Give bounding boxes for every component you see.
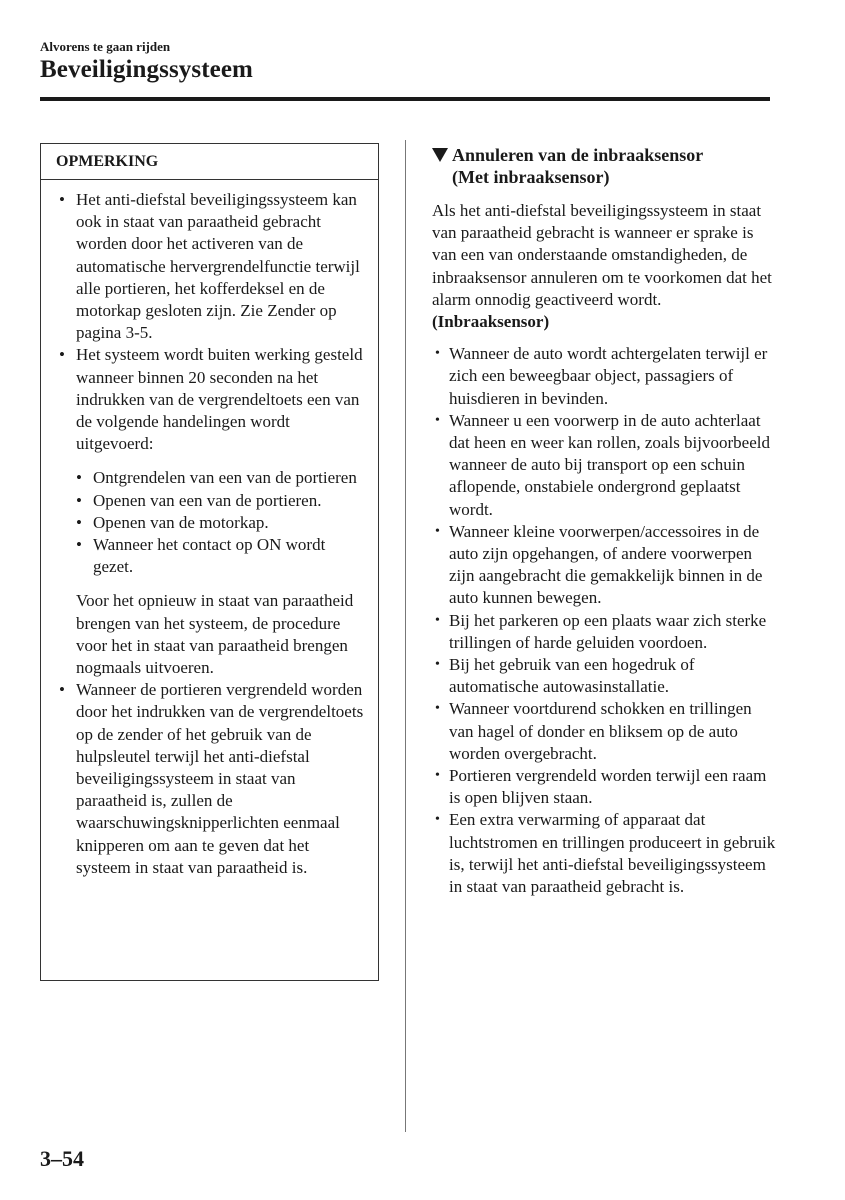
list-item — [432, 610, 777, 654]
triangle-marker-icon — [432, 148, 448, 162]
section-heading — [432, 144, 777, 188]
page-number: 3–54 — [40, 1146, 84, 1171]
bullet: • — [435, 612, 440, 628]
note-heading: OPMERKING — [41, 144, 378, 180]
bullet: • — [435, 523, 440, 539]
note-sub-item-text: Ontgrendelen van een van de portieren — [93, 468, 357, 488]
subheading: (Inbraaksensor) — [432, 312, 550, 332]
bullet: • — [435, 812, 440, 828]
list-item-text: Bij het parkeren op een plaats waar zich sterke trillingen of harde geluiden voordoen. — [449, 610, 767, 652]
note-sub-item — [76, 467, 368, 489]
bullet: • — [435, 701, 440, 717]
note-item-text: Het systeem wordt buiten werking gesteld wanneer binnen 20 seconden na het indrukken van de vergrendeltoets een van de volgende handelingen wordt uitgevoerd: — [76, 345, 363, 454]
list-item-text: Wanneer kleine voorwerpen/accessoires in de auto zijn opgehangen, of andere voorwerpen zijn aangebracht die gemakkelijk binnen in de auto kunnen bewegen. — [449, 521, 763, 608]
note-sub-item-text: Wanneer het contact op ON wordt gezet. — [93, 535, 326, 577]
note-item — [59, 344, 368, 578]
list-item-text: Bij het gebruik van een hogedruk of automatische autowasinstallatie. — [449, 655, 695, 697]
note-item — [59, 679, 368, 879]
bullet: • — [435, 657, 440, 673]
note-paragraph: Voor het opnieuw in staat van paraatheid brengen van het systeem, de procedure voor het in staat van paraatheid brengen nogmaals uitvoeren. — [76, 591, 354, 678]
right-column — [432, 144, 777, 898]
list-item-text: Wanneer u een voorwerp in de auto achterlaat dat heen en weer kan rollen, zoals bijvoorbeeld wanneer de auto bij transport op een schuin aflopende, onstabiele ondergrond geplaatst wordt. — [449, 410, 770, 519]
note-body — [41, 180, 378, 879]
bullet: • — [59, 680, 65, 700]
bullet: • — [435, 346, 440, 362]
list-item — [432, 521, 777, 610]
list-item — [432, 765, 777, 809]
section-title-line: Annuleren van de inbraaksensor — [452, 145, 704, 165]
bullet: • — [76, 512, 82, 532]
section-header: Alvorens te gaan rijden — [40, 39, 171, 54]
list-item — [432, 698, 777, 765]
note-sub-item — [76, 490, 368, 512]
header-rule — [40, 97, 770, 101]
note-sub-item — [76, 534, 368, 578]
note-sub-item-text: Openen van de motorkap. — [93, 512, 269, 532]
list-item — [432, 809, 777, 898]
note-item-text: Wanneer de portieren vergrendeld worden door het indrukken van de vergrendeltoets op de zender of het gebruik van de hulpsleutel terwijl het anti-diefstal beveiligingssysteem in staat van paraatheid is, zullen de waarschuwingsknipperlichten eenmaal knipperen om aan te geven dat het systeem in staat van paraatheid is. — [76, 680, 364, 877]
condition-list — [432, 343, 777, 898]
list-item-text: Wanneer de auto wordt achtergelaten terwijl er zich een beweegbaar object, passagiers of huisdieren in bevinden. — [449, 344, 768, 408]
section-title-line: (Met inbraaksensor) — [452, 167, 610, 187]
note-sub-item-text: Openen van een van de portieren. — [93, 490, 322, 510]
intro-paragraph: Als het anti-diefstal beveiligingssysteem in staat van paraatheid gebracht is wanneer er sprake is van een van onderstaande omstandigheden, de inbraaksensor annuleren om te voorkomen dat het alarm onnodig geactiveerd wordt. — [432, 201, 772, 309]
list-item-text: Wanneer voortdurend schokken en trillingen van hagel of donder en bliksem op de auto worden overgebracht. — [449, 699, 752, 763]
note-box — [40, 143, 379, 981]
bullet: • — [435, 412, 440, 428]
list-item-text: Portieren vergrendeld worden terwijl een raam is open blijven staan. — [449, 766, 767, 808]
note-sub-item — [76, 512, 368, 534]
note-sub-list — [76, 467, 368, 578]
note-item-text: Het anti-diefstal beveiligingssysteem kan ook in staat van paraatheid gebracht worden door het activeren van de automatische hervergrendelfunctie terwijl alle portieren, het kofferdeksel en de motorkap gesloten zijn. Zie Zender op pagina 3-5. — [76, 190, 360, 343]
bullet: • — [59, 190, 65, 209]
page-title: Beveiligingssysteem — [40, 56, 253, 83]
bullet: • — [435, 768, 440, 784]
bullet: • — [59, 345, 65, 365]
bullet: • — [76, 535, 82, 555]
bullet: • — [76, 490, 82, 510]
list-item-text: Een extra verwarming of apparaat dat luchtstromen en trillingen produceert in gebruik is, terwijl het anti-diefstal beveiligingssysteem in staat van paraatheid gebracht is. — [449, 810, 776, 897]
bullet: • — [76, 468, 82, 488]
note-item — [59, 189, 368, 344]
list-item — [432, 343, 777, 410]
list-item — [432, 410, 777, 521]
list-item — [432, 654, 777, 698]
column-divider — [405, 140, 406, 1132]
